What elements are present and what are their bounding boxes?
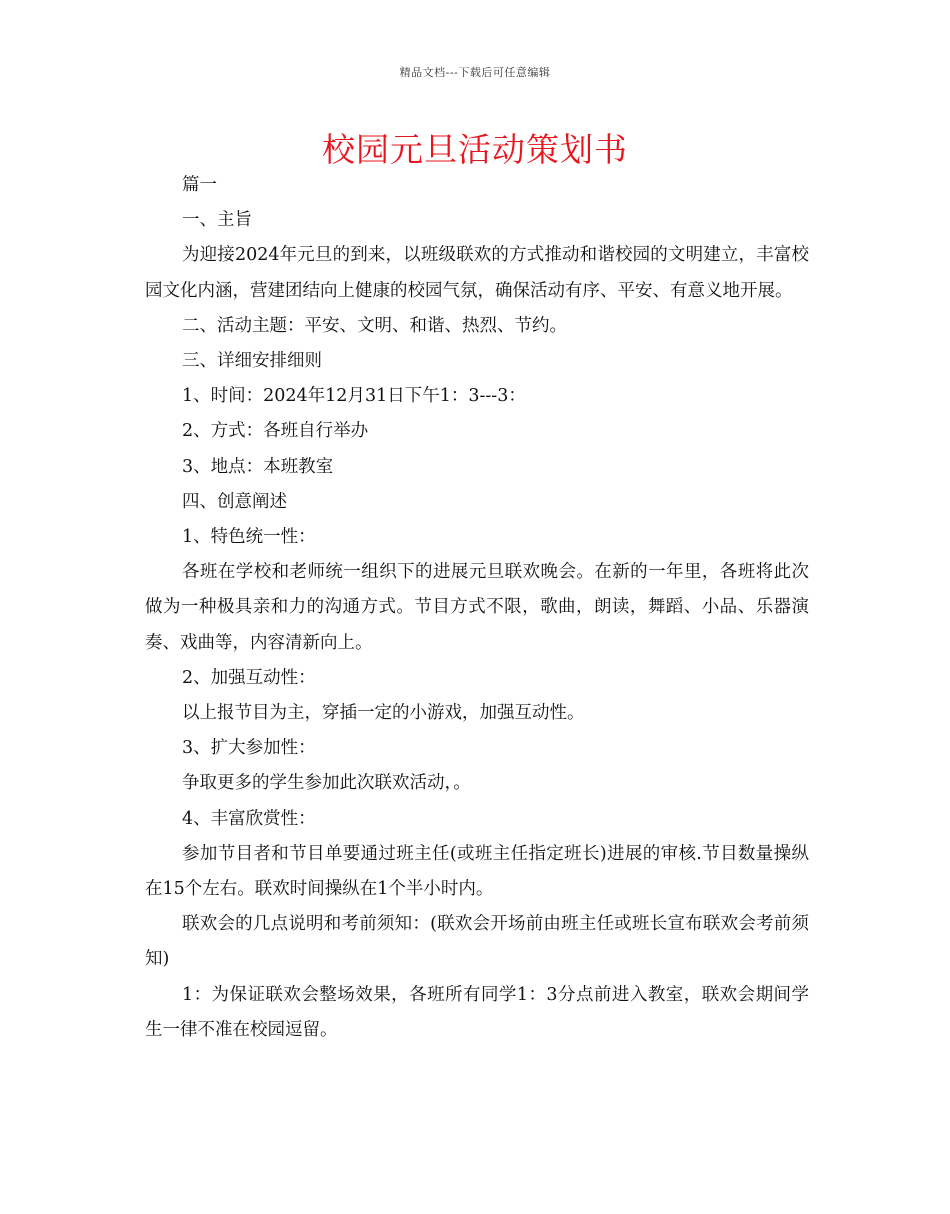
paragraph: 争取更多的学生参加此次联欢活动，。 — [182, 773, 471, 794]
header-note: 精品文档---下载后可任意编辑 — [399, 66, 551, 79]
paragraph: 2、加强互动性： — [182, 667, 316, 688]
paragraph: 四、创意阐述 — [182, 491, 287, 512]
document-title: 校园元旦活动策划书 — [322, 130, 628, 169]
paragraph: 3、扩大参加性： — [182, 738, 316, 759]
paragraph: 篇一 — [182, 175, 217, 195]
paragraph: 2、方式：各班自行举办 — [182, 421, 369, 442]
paragraph: 3、地点：本班教室 — [182, 456, 334, 477]
paragraph: 三、详细安排细则 — [182, 351, 322, 372]
paragraph: 为迎接2024年元旦的到来，以班级联欢的方式推动和谐校园的文明建立，丰富校园文化内涵，营建团结向上健康的校园气氛，确保活动有序、平安、有意义地开展。 — [145, 245, 809, 301]
paragraph: 一、主旨 — [182, 210, 252, 231]
paragraph: 1：为保证联欢会整场效果，各班所有同学1：3分点前进入教室，联欢会期间学生一律不准在校园逗留。 — [145, 984, 809, 1040]
paragraph: 以上报节目为主，穿插一定的小游戏，加强互动性。 — [182, 703, 585, 724]
paragraph: 参加节目者和节目单要通过班主任(或班主任指定班长)进展的审核.节目数量操纵在15个左右。联欢时间操纵在1个半小时内。 — [145, 843, 809, 900]
paragraph: 4、丰富欣赏性： — [182, 808, 316, 829]
paragraph: 1、时间：2024年12月31日下午1：3---3： — [182, 386, 526, 407]
paragraph: 联欢会的几点说明和考前须知：(联欢会开场前由班主任或班长宣布联欢会考前须知) — [145, 914, 809, 970]
document-body — [145, 168, 809, 1048]
paragraph: 二、活动主题：平安、文明、和谐、热烈、节约。 — [182, 315, 567, 336]
paragraph: 1、特色统一性： — [182, 527, 316, 548]
paragraph: 各班在学校和老师统一组织下的进展元旦联欢晚会。在新的一年里，各班将此次做为一种极具亲和力的沟通方式。节目方式不限，歌曲，朗读，舞蹈、小品、乐器演奏、戏曲等，内容清新向上。 — [145, 562, 809, 653]
